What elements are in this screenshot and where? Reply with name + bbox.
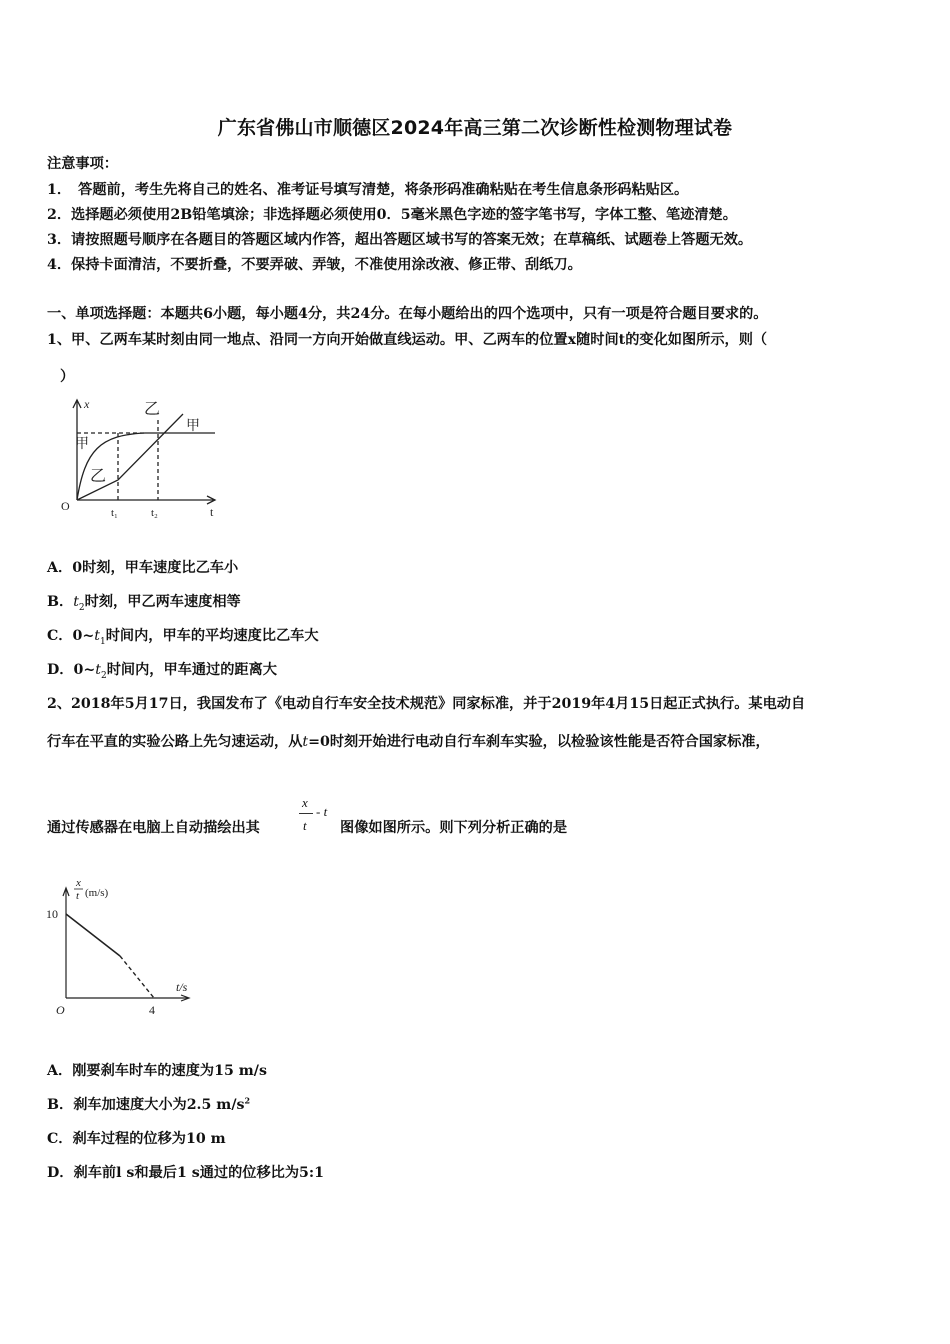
q2-stem-line3-b: 图像如图所示。则下列分析正确的是 (340, 820, 568, 836)
q1-position-time-graph (55, 390, 235, 525)
y-label-denominator: t (76, 890, 80, 902)
q1-stem: 1、甲、乙两车某时刻由同一地点、沿同一方向开始做直线运动。甲、乙两车的位置x随时间t的变化如图所示，则（ (47, 332, 768, 348)
y-value-label: 10 (46, 907, 58, 921)
q2-stem-line1: 2、2018年5月17日，我国发布了《电动自行车安全技术规范》同家标准，并于2019年4月15日起正式执行。某电动自 (47, 696, 806, 712)
q1-stem-end: ） (60, 369, 75, 385)
q2-frac-denominator: t (303, 818, 307, 833)
q2-line2-part-b: =0时刻开始进行电动自行车刹车实验，以检验该性能是否符合国家标准， (308, 734, 770, 750)
option-letter: C． (47, 1131, 73, 1147)
q2-frac-numerator: x (302, 795, 308, 810)
option-pre: 0~ (72, 628, 95, 644)
option-var: t (94, 628, 100, 644)
q2-option-c[interactable] (47, 1128, 226, 1148)
option-sup: 2 (244, 1095, 251, 1106)
option-text: 0时刻，甲车速度比乙车小 (72, 560, 239, 576)
q2-stem-line3-a: 通过传感器在电脑上自动描绘出其 (47, 820, 260, 836)
option-text: 刹车加速度大小为2.5 m/s (73, 1097, 245, 1113)
q2-line2-var: t (302, 734, 309, 750)
origin-label: O (56, 1003, 65, 1017)
x-axis-label: t (210, 505, 214, 519)
data-line-dashed (120, 956, 154, 998)
x-value-label: 4 (149, 1003, 155, 1017)
option-letter: D． (47, 662, 74, 678)
option-pre: 0~ (73, 662, 96, 678)
notice-heading: 注意事项： (47, 156, 118, 172)
t1-label: t₁ (111, 507, 118, 519)
jia-left-label: 甲 (75, 437, 89, 452)
notice-item: 2．选择题必须使用2B铅笔填涂；非选择题必须使用0．5毫米黑色字迹的签字笔书写，字体工整、笔迹清楚。 (47, 207, 737, 223)
option-sub: 2 (100, 670, 107, 681)
q2-frac-tail: - t (316, 804, 328, 819)
option-sub: 1 (99, 636, 106, 647)
option-text: 刚要刹车时车的速度为15 m/s (72, 1063, 267, 1079)
notice-item: 1． 答题前，考生先将自己的姓名、准考证号填写清楚，将条形码准确粘贴在考生信息条形码粘贴区。 (47, 182, 689, 198)
data-line-solid (66, 914, 120, 956)
notice-item: 3．请按照题号顺序在各题目的答题区域内作答，超出答题区域书写的答案无效；在草稿纸、试题卷上答题无效。 (47, 232, 753, 248)
option-letter: C． (47, 628, 73, 644)
q2-stem-line2 (47, 731, 770, 751)
section-heading: 一、单项选择题：本题共6小题，每小题4分，共24分。在每小题给出的四个选项中，只有一项是符合题目要求的。 (47, 306, 768, 322)
y-unit-label: (m/s) (85, 887, 109, 899)
notice-item: 4．保持卡面清洁，不要折叠，不要弄破、弄皱，不准使用涂改液、修正带、刮纸刀。 (47, 257, 582, 273)
q2-line2-part-a: 行车在平直的实验公路上先匀速运动，从 (47, 734, 303, 750)
option-sub: 2 (78, 602, 85, 613)
q2-option-b[interactable] (47, 1094, 250, 1114)
option-text: 时间内，甲车通过的距离大 (106, 662, 277, 678)
y-axis-label: x (84, 397, 90, 411)
option-letter: B． (47, 594, 74, 610)
y-label-numerator: x (76, 877, 81, 889)
option-letter: A． (47, 1063, 73, 1079)
yi-top-label: 乙 (144, 401, 161, 418)
option-text: 时刻，甲乙两车速度相等 (84, 594, 241, 610)
option-var: t (95, 662, 101, 678)
q2-option-a[interactable] (47, 1060, 267, 1080)
option-letter: B． (47, 1097, 74, 1113)
option-letter: A． (47, 560, 73, 576)
yi-inner-label: 乙 (90, 468, 107, 485)
q1-option-d[interactable] (47, 659, 277, 681)
q2-option-d[interactable] (47, 1162, 324, 1182)
yi-curve (77, 414, 183, 500)
option-text: 刹车过程的位移为10 m (72, 1131, 226, 1147)
q1-option-a[interactable] (47, 557, 238, 577)
option-text: 时间内，甲车的平均速度比乙车大 (105, 628, 319, 644)
x-axis-label: t/s (176, 980, 188, 994)
origin-label: O (61, 499, 70, 513)
q1-option-c[interactable] (47, 625, 319, 647)
q1-option-b[interactable] (47, 591, 241, 613)
q2-velocity-time-graph (40, 872, 210, 1022)
page-title: 广东省佛山市顺德区2024年高三第二次诊断性检测物理试卷 (217, 117, 733, 139)
option-letter: D． (47, 1165, 74, 1181)
q2-frac-bar (299, 813, 313, 814)
option-var: t (73, 594, 79, 610)
t2-label: t₂ (151, 507, 158, 519)
option-text: 刹车前l s和最后1 s通过的位移比为5:1 (73, 1165, 325, 1181)
jia-right-label: 甲 (186, 419, 200, 434)
